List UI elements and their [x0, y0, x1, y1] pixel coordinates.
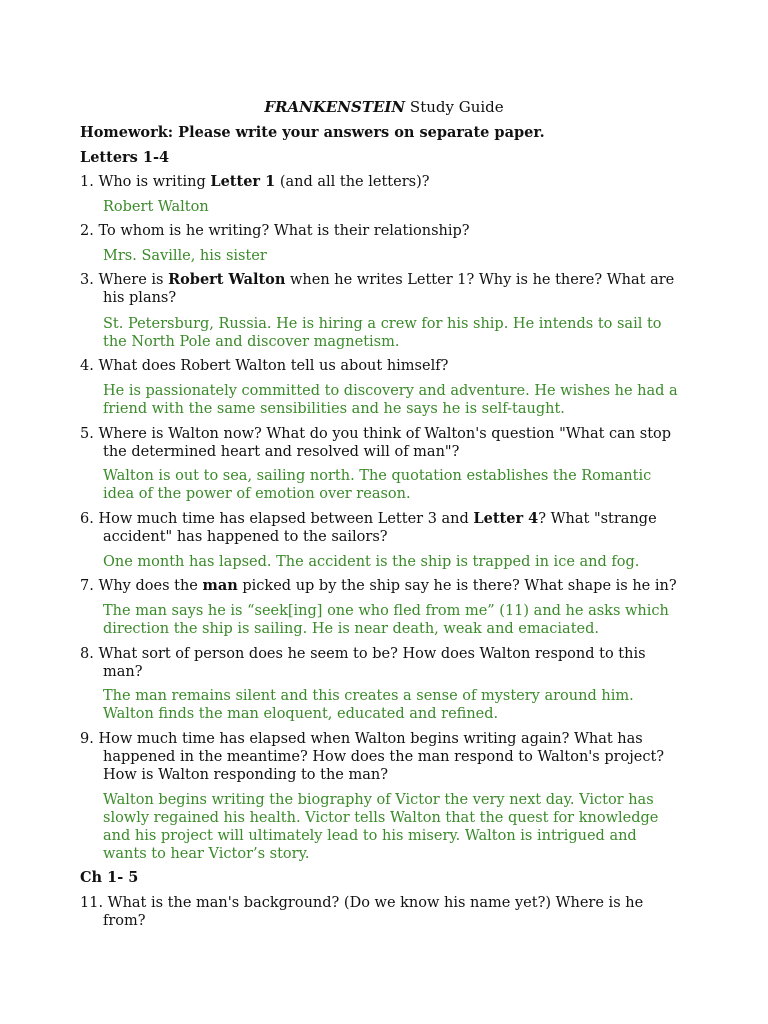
q11-line2: from?: [103, 913, 146, 929]
question-1: [80, 173, 705, 191]
a4-line2: friend with the same sensibilities and he says he is self-taught.: [103, 401, 565, 417]
question-2: 2. To whom is he writing? What is their relationship?: [80, 223, 470, 239]
answer-5: [103, 467, 708, 503]
q7-bold: man: [202, 577, 238, 594]
section-heading-chapters: Ch 1- 5: [80, 869, 139, 886]
q6-pre: 6. How much time has elapsed between Letter 3 and: [80, 511, 474, 527]
q3-bold: Robert Walton: [168, 271, 286, 288]
answer-6: One month has lapsed. The accident is the ship is trapped in ice and fog.: [103, 554, 640, 570]
a3-line2: the North Pole and discover magnetism.: [103, 334, 400, 350]
answer-7: [103, 602, 708, 638]
q9-line1: 9. How much time has elapsed when Walton begins writing again? What has: [80, 731, 643, 747]
q1-bold: Letter 1: [210, 173, 276, 190]
q7-post: picked up by the ship say he is there? What shape is he in?: [237, 578, 677, 594]
question-9: [80, 730, 705, 784]
question-4: 4. What does Robert Walton tell us about himself?: [80, 358, 449, 374]
q11-line1: 11. What is the man's background? (Do we know his name yet?) Where is he: [80, 895, 644, 911]
a5-line1: Walton is out to sea, sailing north. The quotation establishes the Romantic: [103, 468, 652, 484]
a9-line1: Walton begins writing the biography of Victor the very next day. Victor has: [103, 792, 654, 808]
question-7: [80, 577, 705, 595]
q8-line1: 8. What sort of person does he seem to be? How does Walton respond to this: [80, 646, 646, 662]
section-heading-letters: Letters 1-4: [80, 149, 170, 166]
q3-line2: his plans?: [103, 290, 177, 306]
document-title: [0, 97, 768, 117]
q8-line2: man?: [103, 664, 143, 680]
answer-3: [103, 315, 708, 351]
a9-line2: slowly regained his health. Victor tells Walton that the quest for knowledge: [103, 810, 659, 826]
q6-line2: accident" has happened to the sailors?: [103, 529, 388, 545]
question-6: [80, 510, 705, 546]
a3-line1: St. Petersburg, Russia. He is hiring a crew for his ship. He intends to sail to: [103, 316, 662, 332]
title-rest: Study Guide: [405, 98, 504, 116]
q9-line2: happened in the meantime? How does the man respond to Walton's project?: [103, 749, 665, 765]
q7-pre: 7. Why does the: [80, 578, 203, 594]
question-5: [80, 425, 705, 461]
a7-line1: The man says he is “seek[ing] one who fled from me” (11) and he asks which: [103, 603, 669, 619]
answer-1: Robert Walton: [103, 199, 209, 215]
question-8: [80, 645, 705, 681]
a5-line2: idea of the power of emotion over reason.: [103, 486, 411, 502]
answer-9: [103, 791, 708, 863]
q9-line3: How is Walton responding to the man?: [103, 767, 388, 783]
homework-instruction: Homework: Please write your answers on separate paper.: [80, 124, 545, 141]
q5-line1: 5. Where is Walton now? What do you think of Walton's question "What can stop: [80, 426, 672, 442]
a8-line2: Walton finds the man eloquent, educated and refined.: [103, 706, 499, 722]
a8-line1: The man remains silent and this creates a sense of mystery around him.: [103, 688, 634, 704]
question-11: [80, 894, 705, 930]
answer-2: Mrs. Saville, his sister: [103, 248, 267, 264]
q6-bold: Letter 4: [473, 510, 539, 527]
q1-pre: 1. Who is writing: [80, 174, 211, 190]
a4-line1: He is passionately committed to discovery and adventure. He wishes he had a: [103, 383, 678, 399]
a9-line3: and his project will ultimately lead to his misery. Walton is intrigued and: [103, 828, 637, 844]
q3-post: when he writes Letter 1? Why is he there? What are: [285, 272, 675, 288]
q1-post: (and all the letters)?: [275, 174, 430, 190]
answer-8: [103, 687, 708, 723]
q3-pre: 3. Where is: [80, 272, 169, 288]
q6-post: ? What "strange: [538, 511, 657, 527]
title-italic: FRANKENSTEIN: [264, 98, 406, 116]
question-3: [80, 271, 705, 307]
q5-line2: the determined heart and resolved will of man"?: [103, 444, 460, 460]
a7-line2: direction the ship is sailing. He is near death, weak and emaciated.: [103, 621, 599, 637]
a9-line4: wants to hear Victor’s story.: [103, 846, 310, 862]
answer-4: [103, 382, 708, 418]
